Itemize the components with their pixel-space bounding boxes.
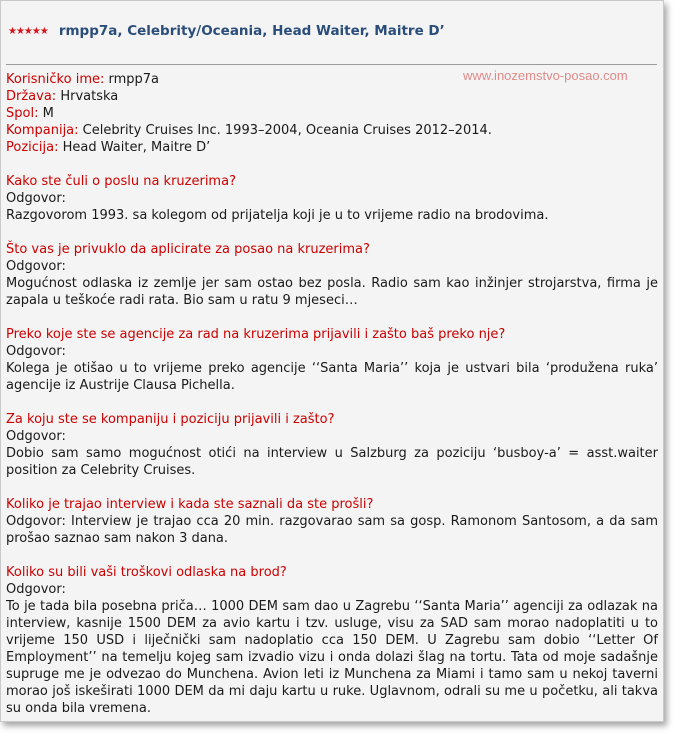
answer-label: Odgovor: xyxy=(6,344,66,359)
field-label: Pozicija: xyxy=(6,140,59,155)
field-value: rmpp7a xyxy=(104,72,160,87)
profile-gender xyxy=(6,105,658,122)
field-label: Spol: xyxy=(6,106,39,121)
answer-text: Razgovorom 1993. sa kolegom od prijatelja koji je u to vrijeme radio na brodovima. xyxy=(6,208,549,223)
answer-label: Odgovor: xyxy=(6,259,66,274)
answer-text: Kolega je otišao u to vrijeme preko agencije ‘‘Santa Maria’’ koja je ustvari bila ‘produžena ruka’ agencije iz Austrije Clausa Pichella. xyxy=(6,361,658,393)
profile-country xyxy=(6,88,658,105)
question: Koliko su bili vaši troškovi odlaska na brod? xyxy=(6,565,287,580)
testimonial-body xyxy=(6,71,658,717)
profile-position xyxy=(6,139,658,156)
answer-label: Odgovor: xyxy=(6,582,66,597)
field-value: Hrvatska xyxy=(56,89,119,104)
profile-username xyxy=(6,71,658,88)
question: Kako ste čuli o poslu na kruzerima? xyxy=(6,174,236,189)
star-rating: ★★★★★ xyxy=(8,25,48,37)
question: Preko koje ste se agencije za rad na kruzerima prijavili i zašto baš preko nje? xyxy=(6,327,506,342)
field-value: Head Waiter, Maitre D’ xyxy=(58,140,211,155)
field-label: Država: xyxy=(6,89,57,104)
divider xyxy=(6,64,657,65)
field-label: Korisničko ime: xyxy=(6,72,105,87)
answer-text: Dobio sam samo mogućnost otići na interview u Salzburg za poziciju ‘busboy-a’ = asst.waiter position za Celebrity Cruises. xyxy=(6,446,658,478)
question: Što vas je privuklo da aplicirate za posao na kruzerima? xyxy=(6,242,370,257)
answer-text: To je tada bila posebna priča… 1000 DEM sam dao u Zagrebu ‘‘Santa Maria’’ agenciji za odlazak na interview, kasnije 1500 DEM za avio kartu i tzv. usluge, visu za SAD sam morao nadoplatiti u to vrijeme 150 USD i liječnički sam nadoplatio cca 150 DEM. U Zagrebu sam dobio ‘‘Letter Of Employment’’ na temelju kojeg sam izvadio vizu i onda dolazi šlag na tortu. Tata od moje sadašnje supruge me je odvezao do Munchena. Avion leti iz Munchena za Miami i tamo sam u nekoj taverni morao još iskeširati 1000 DEM da mi daju kartu u ruke. Uglavnom, odrali su me u početku, ali takva su onda bila vremena. xyxy=(6,599,658,716)
question: Za koju ste se kompaniju i poziciju prijavili i zašto? xyxy=(6,412,335,427)
question: Koliko je trajao interview i kada ste saznali da ste prošli? xyxy=(6,497,374,512)
testimonial-title: rmpp7a, Celebrity/Oceania, Head Waiter, Maitre D’ xyxy=(58,23,445,39)
field-label: Kompanija: xyxy=(6,123,79,138)
site-watermark: www.inozemstvo-posao.com xyxy=(463,68,628,83)
answer-label: Odgovor: xyxy=(6,191,66,206)
answer-label: Odgovor: xyxy=(6,514,66,529)
profile-company xyxy=(6,122,658,139)
testimonial-header xyxy=(8,23,445,39)
field-value: Celebrity Cruises Inc. 1993–2004, Oceania Cruises 2012–2014. xyxy=(78,123,492,138)
answer-label: Odgovor: xyxy=(6,429,66,444)
answer-text: Interview je trajao cca 20 min. razgovarao sam sa gosp. Ramonom Santosom, a da sam prošao saznao sam nakon 3 dana. xyxy=(6,514,658,546)
answer-block xyxy=(6,513,658,547)
answer-text: Mogućnost odlaska iz zemlje jer sam ostao bez posla. Radio sam kao inžinjer strojarstva, firma je zapala u teškoće radi rata. Bio sam u ratu 9 mjeseci… xyxy=(6,276,658,308)
field-value: M xyxy=(38,106,54,121)
